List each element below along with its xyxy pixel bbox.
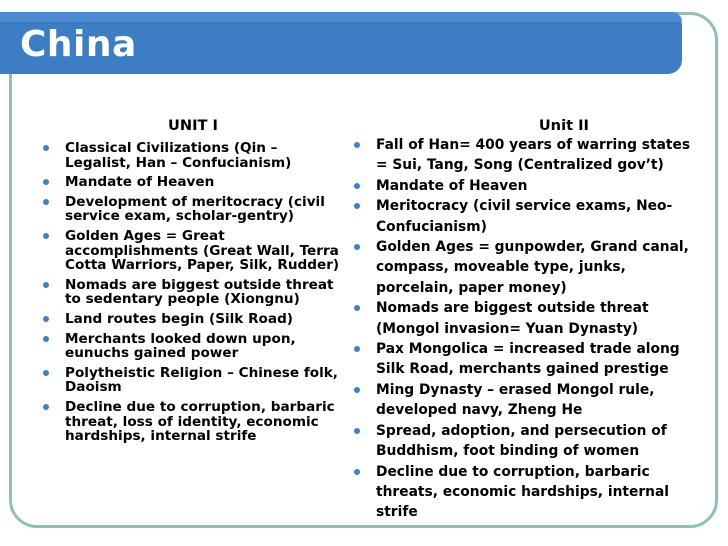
bullet-icon bbox=[43, 199, 49, 205]
unit-2-column bbox=[354, 117, 699, 523]
bullet-icon bbox=[354, 244, 360, 250]
bullet-icon bbox=[354, 203, 360, 209]
list-item: Meritocracy (civil service exams, Neo-Confucianism) bbox=[354, 196, 699, 237]
bullet-icon bbox=[354, 305, 360, 311]
bullet-icon bbox=[43, 282, 49, 288]
list-item: Mandate of Heaven bbox=[43, 175, 343, 190]
bullet-icon bbox=[354, 142, 360, 148]
list-item: Merchants looked down upon, eunuchs gained power bbox=[43, 332, 343, 361]
unit-1-list bbox=[43, 141, 343, 444]
unit-2-heading: Unit II bbox=[538, 117, 589, 134]
list-item: Fall of Han= 400 years of warring states = Sui, Tang, Song (Centralized gov’t) bbox=[354, 135, 699, 176]
unit-2-list bbox=[354, 135, 699, 523]
list-item: Decline due to corruption, barbaric threat, loss of identity, economic hardships, internal strife bbox=[43, 400, 343, 444]
bullet-icon bbox=[354, 387, 360, 393]
list-item: Mandate of Heaven bbox=[354, 176, 699, 196]
list-item: Nomads are biggest outside threat (Mongol invasion= Yuan Dynasty) bbox=[354, 298, 699, 339]
list-item: Land routes begin (Silk Road) bbox=[43, 312, 343, 327]
bullet-icon bbox=[43, 145, 49, 151]
bullet-icon bbox=[43, 316, 49, 322]
list-item: Polytheistic Religion – Chinese folk, Daoism bbox=[43, 366, 343, 395]
list-item: Pax Mongolica = increased trade along Silk Road, merchants gained prestige bbox=[354, 339, 699, 380]
bullet-icon bbox=[354, 469, 360, 475]
list-item: Golden Ages = Great accomplishments (Great Wall, Terra Cotta Warriors, Paper, Silk, Rudder) bbox=[43, 229, 343, 273]
bullet-icon bbox=[43, 179, 49, 185]
list-item: Spread, adoption, and persecution of Buddhism, foot binding of women bbox=[354, 421, 699, 462]
list-item: Ming Dynasty – erased Mongol rule, developed navy, Zheng He bbox=[354, 380, 699, 421]
list-item: Decline due to corruption, barbaric threats, economic hardships, internal strife bbox=[354, 462, 699, 523]
bullet-icon bbox=[43, 404, 49, 410]
list-item: Development of meritocracy (civil service exam, scholar-gentry) bbox=[43, 195, 343, 224]
unit-1-heading: UNIT I bbox=[168, 117, 218, 134]
bullet-icon bbox=[43, 336, 49, 342]
bullet-icon bbox=[43, 233, 49, 239]
list-item: Nomads are biggest outside threat to sedentary people (Xiongnu) bbox=[43, 278, 343, 307]
bullet-icon bbox=[354, 428, 360, 434]
bullet-icon bbox=[354, 183, 360, 189]
bullet-icon bbox=[354, 346, 360, 352]
slide-title: China bbox=[20, 24, 137, 65]
bullet-icon bbox=[43, 370, 49, 376]
unit-1-column bbox=[43, 117, 343, 449]
list-item: Golden Ages = gunpowder, Grand canal, compass, moveable type, junks, porcelain, paper money) bbox=[354, 237, 699, 298]
list-item: Classical Civilizations (Qin – Legalist, Han – Confucianism) bbox=[43, 141, 343, 170]
